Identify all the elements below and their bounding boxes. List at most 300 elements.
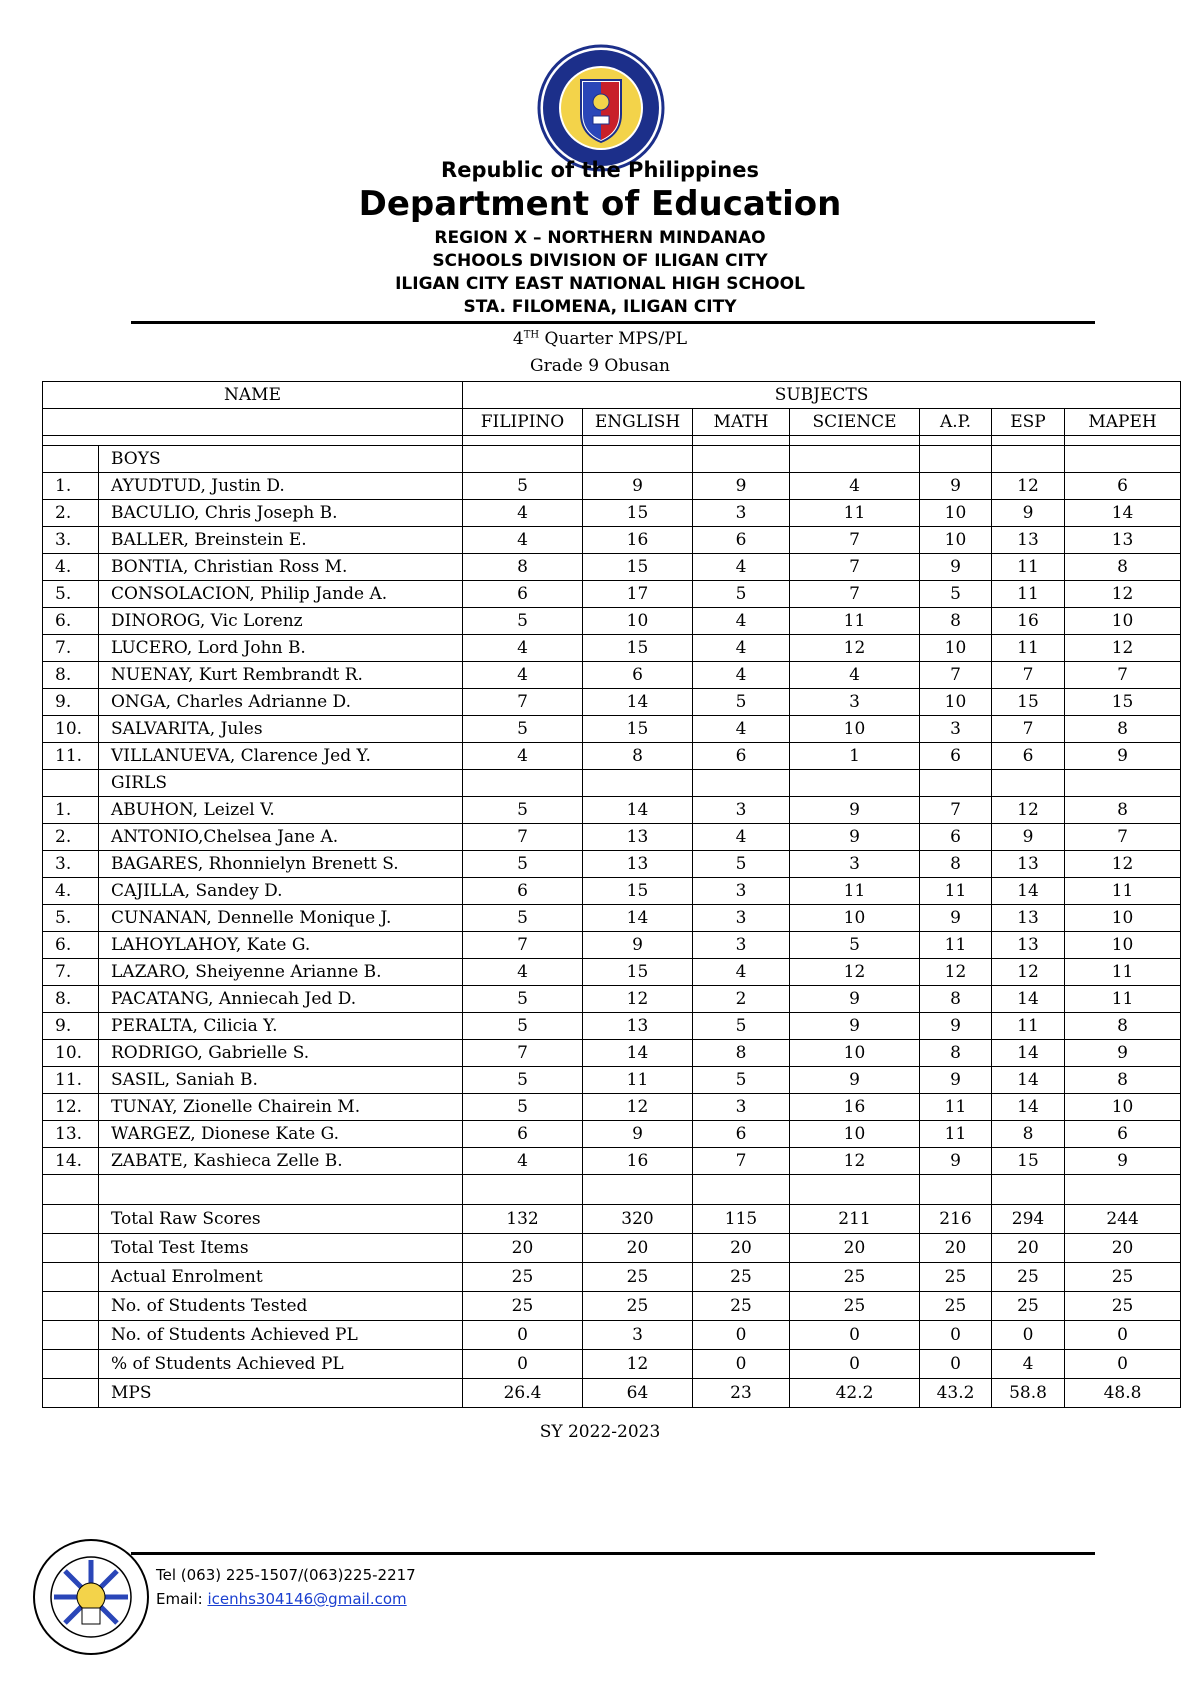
score-cell: 5 [693,1067,790,1094]
summary-value: 0 [1065,1350,1181,1379]
score-cell: 9 [1065,1148,1181,1175]
student-row [43,986,1181,1013]
student-number: 11. [43,743,99,770]
score-cell: 3 [790,689,920,716]
score-cell: 12 [790,1148,920,1175]
score-cell: 11 [790,878,920,905]
summary-value: 294 [992,1205,1065,1234]
score-cell: 14 [992,1094,1065,1121]
student-name: DINOROG, Vic Lorenz [99,608,463,635]
student-number: 4. [43,878,99,905]
summary-row [43,1379,1181,1408]
score-cell: 12 [920,959,992,986]
section-row [43,770,1181,797]
score-cell: 4 [693,662,790,689]
score-cell: 14 [1065,500,1181,527]
student-row [43,878,1181,905]
summary-value: 20 [693,1234,790,1263]
score-cell: 9 [790,1013,920,1040]
email-label: Email: [156,1590,208,1608]
score-cell: 9 [920,1013,992,1040]
score-cell: 8 [920,1040,992,1067]
summary-value: 58.8 [992,1379,1065,1408]
student-number: 2. [43,500,99,527]
empty-cell [992,1175,1065,1205]
score-cell: 15 [992,689,1065,716]
student-number: 5. [43,905,99,932]
summary-value: 20 [583,1234,693,1263]
student-number: 6. [43,932,99,959]
score-cell: 6 [920,743,992,770]
score-cell: 15 [583,554,693,581]
student-name: LAZARO, Sheiyenne Arianne B. [99,959,463,986]
empty-cell [920,436,992,446]
score-cell: 14 [992,1067,1065,1094]
score-cell: 16 [583,1148,693,1175]
score-cell: 13 [992,905,1065,932]
score-cell: 3 [693,500,790,527]
summary-label: No. of Students Achieved PL [99,1321,463,1350]
empty-cell [583,446,693,473]
score-cell: 11 [790,608,920,635]
summary-value: 20 [463,1234,583,1263]
score-cell: 6 [463,581,583,608]
school-line: ILIGAN CITY EAST NATIONAL HIGH SCHOOL [395,274,805,294]
student-name: ZABATE, Kashieca Zelle B. [99,1148,463,1175]
score-cell: 7 [790,527,920,554]
student-row [43,581,1181,608]
summary-label: MPS [99,1379,463,1408]
subject-header: FILIPINO [463,409,583,436]
empty-cell [43,1263,99,1292]
section-row [43,446,1181,473]
empty-cell [43,446,99,473]
subject-header: ENGLISH [583,409,693,436]
student-name: BALLER, Breinstein E. [99,527,463,554]
score-cell: 14 [992,878,1065,905]
score-cell: 8 [1065,1013,1181,1040]
summary-value: 0 [693,1350,790,1379]
summary-row [43,1205,1181,1234]
empty-cell [99,1175,463,1205]
summary-row [43,1350,1181,1379]
score-cell: 5 [463,1094,583,1121]
score-cell: 4 [463,527,583,554]
grade-section-title: Grade 9 Obusan [530,356,670,376]
empty-cell [693,1175,790,1205]
summary-value: 25 [790,1263,920,1292]
score-cell: 10 [1065,608,1181,635]
score-cell: 10 [920,500,992,527]
empty-cell [693,436,790,446]
school-year: SY 2022-2023 [539,1422,661,1442]
score-cell: 5 [463,716,583,743]
region-line: REGION X – NORTHERN MINDANAO [434,228,766,248]
summary-value: 0 [463,1321,583,1350]
score-cell: 5 [693,1013,790,1040]
summary-label: Total Raw Scores [99,1205,463,1234]
score-cell: 2 [693,986,790,1013]
score-cell: 10 [1065,932,1181,959]
score-cell: 15 [992,1148,1065,1175]
summary-value: 0 [790,1350,920,1379]
score-cell: 10 [790,1040,920,1067]
score-cell: 12 [583,986,693,1013]
score-cell: 4 [790,473,920,500]
score-cell: 9 [790,1067,920,1094]
score-cell: 5 [463,851,583,878]
summary-value: 20 [992,1234,1065,1263]
student-number: 9. [43,689,99,716]
score-cell: 6 [1065,1121,1181,1148]
summary-value: 25 [920,1263,992,1292]
summary-row [43,1292,1181,1321]
score-cell: 11 [1065,959,1181,986]
empty-cell [43,436,463,446]
summary-value: 3 [583,1321,693,1350]
score-cell: 12 [790,635,920,662]
empty-cell [43,1292,99,1321]
student-row [43,716,1181,743]
quarter-suffix: TH [523,329,540,341]
student-name: LUCERO, Lord John B. [99,635,463,662]
student-number: 6. [43,608,99,635]
score-cell: 16 [992,608,1065,635]
summary-value: 320 [583,1205,693,1234]
student-name: SALVARITA, Jules [99,716,463,743]
score-cell: 3 [693,905,790,932]
student-number: 7. [43,959,99,986]
score-cell: 8 [1065,716,1181,743]
score-cell: 4 [463,662,583,689]
summary-value: 25 [693,1263,790,1292]
student-number: 8. [43,662,99,689]
score-cell: 9 [583,473,693,500]
score-cell: 12 [1065,851,1181,878]
summary-label: No. of Students Tested [99,1292,463,1321]
score-cell: 5 [790,932,920,959]
summary-value: 0 [463,1350,583,1379]
summary-value: 64 [583,1379,693,1408]
score-cell: 12 [1065,581,1181,608]
empty-cell [583,1175,693,1205]
header-divider [131,321,1095,324]
score-cell: 15 [583,716,693,743]
school-seal-logo [32,1538,150,1656]
quarter-label: Quarter MPS/PL [539,329,688,349]
empty-cell [43,1321,99,1350]
student-number: 10. [43,716,99,743]
score-cell: 4 [790,662,920,689]
score-cell: 7 [920,662,992,689]
score-cell: 4 [693,824,790,851]
score-cell: 12 [583,1094,693,1121]
empty-cell [43,1234,99,1263]
student-row [43,1121,1181,1148]
summary-value: 0 [992,1321,1065,1350]
score-cell: 15 [583,500,693,527]
score-cell: 9 [920,1067,992,1094]
student-number: 10. [43,1040,99,1067]
score-cell: 15 [583,959,693,986]
score-cell: 4 [693,959,790,986]
student-row [43,1067,1181,1094]
score-cell: 9 [920,905,992,932]
quarter-number: 4 [512,329,524,349]
score-cell: 11 [790,500,920,527]
summary-row [43,1234,1181,1263]
empty-cell [693,446,790,473]
score-cell: 14 [583,797,693,824]
empty-cell [463,770,583,797]
score-cell: 12 [992,959,1065,986]
score-cell: 8 [583,743,693,770]
score-cell: 8 [920,851,992,878]
empty-cell [790,770,920,797]
score-cell: 11 [1065,986,1181,1013]
score-cell: 9 [1065,743,1181,770]
empty-cell [583,770,693,797]
summary-value: 25 [920,1292,992,1321]
score-cell: 4 [463,1148,583,1175]
student-name: ABUHON, Leizel V. [99,797,463,824]
score-cell: 3 [693,878,790,905]
score-cell: 8 [1065,1067,1181,1094]
student-name: LAHOYLAHOY, Kate G. [99,932,463,959]
student-name: BAGARES, Rhonnielyn Brenett S. [99,851,463,878]
student-name: ONGA, Charles Adrianne D. [99,689,463,716]
student-number: 1. [43,797,99,824]
student-number: 11. [43,1067,99,1094]
score-cell: 7 [463,689,583,716]
empty-cell [463,1175,583,1205]
student-number: 3. [43,527,99,554]
student-name: CONSOLACION, Philip Jande A. [99,581,463,608]
summary-label: Actual Enrolment [99,1263,463,1292]
score-cell: 9 [790,986,920,1013]
score-cell: 5 [463,608,583,635]
score-cell: 7 [1065,662,1181,689]
empty-cell [920,1175,992,1205]
student-row [43,635,1181,662]
summary-value: 25 [992,1292,1065,1321]
score-cell: 6 [1065,473,1181,500]
score-cell: 5 [463,1067,583,1094]
student-name: ANTONIO,Chelsea Jane A. [99,824,463,851]
empty-cell [43,1175,99,1205]
score-cell: 1 [790,743,920,770]
score-cell: 7 [693,1148,790,1175]
student-number: 14. [43,1148,99,1175]
score-cell: 14 [992,1040,1065,1067]
summary-value: 25 [1065,1263,1181,1292]
score-cell: 7 [790,554,920,581]
score-cell: 7 [992,662,1065,689]
student-name: AYUDTUD, Justin D. [99,473,463,500]
score-cell: 8 [693,1040,790,1067]
score-cell: 7 [463,1040,583,1067]
summary-row [43,1321,1181,1350]
summary-value: 26.4 [463,1379,583,1408]
score-cell: 10 [1065,905,1181,932]
score-cell: 15 [583,635,693,662]
empty-cell [693,770,790,797]
summary-value: 0 [1065,1321,1181,1350]
student-number: 2. [43,824,99,851]
score-cell: 9 [992,500,1065,527]
score-cell: 13 [583,824,693,851]
student-row [43,743,1181,770]
score-cell: 10 [583,608,693,635]
score-cell: 8 [1065,797,1181,824]
empty-cell [463,436,583,446]
blank-row [43,1175,1181,1205]
score-cell: 9 [583,932,693,959]
score-cell: 11 [992,635,1065,662]
score-cell: 4 [463,500,583,527]
email-link[interactable]: icenhs304146@gmail.com [207,1590,407,1608]
student-name: WARGEZ, Dionese Kate G. [99,1121,463,1148]
student-name: PACATANG, Anniecah Jed D. [99,986,463,1013]
student-row [43,797,1181,824]
student-row [43,1040,1181,1067]
score-cell: 9 [920,1148,992,1175]
subjects-column-header: SUBJECTS [463,382,1181,409]
student-number: 13. [43,1121,99,1148]
student-row [43,608,1181,635]
summary-value: 20 [1065,1234,1181,1263]
score-cell: 9 [1065,1040,1181,1067]
score-cell: 10 [790,1121,920,1148]
student-number: 5. [43,581,99,608]
score-cell: 11 [992,1013,1065,1040]
score-cell: 3 [790,851,920,878]
student-row [43,1094,1181,1121]
empty-cell [583,436,693,446]
score-cell: 6 [463,878,583,905]
score-cell: 10 [920,527,992,554]
summary-value: 43.2 [920,1379,992,1408]
summary-value: 25 [463,1263,583,1292]
student-name: CAJILLA, Sandey D. [99,878,463,905]
summary-label: Total Test Items [99,1234,463,1263]
student-name: CUNANAN, Dennelle Monique J. [99,905,463,932]
score-cell: 11 [1065,878,1181,905]
subject-header: A.P. [920,409,992,436]
address-line: STA. FILOMENA, ILIGAN CITY [463,297,737,317]
student-row [43,905,1181,932]
score-cell: 9 [920,554,992,581]
student-row [43,473,1181,500]
score-cell: 5 [693,581,790,608]
summary-value: 25 [992,1263,1065,1292]
summary-value: 25 [583,1263,693,1292]
empty-cell [790,436,920,446]
student-number: 7. [43,635,99,662]
quarter-title [0,329,1200,349]
score-cell: 10 [1065,1094,1181,1121]
student-number: 9. [43,1013,99,1040]
empty-cell [992,446,1065,473]
email-line [156,1590,407,1608]
subject-header: MATH [693,409,790,436]
student-name: PERALTA, Cilicia Y. [99,1013,463,1040]
student-number: 1. [43,473,99,500]
student-name: VILLANUEVA, Clarence Jed Y. [99,743,463,770]
score-cell: 13 [992,527,1065,554]
student-number: 12. [43,1094,99,1121]
score-cell: 12 [790,959,920,986]
student-row [43,662,1181,689]
score-cell: 8 [463,554,583,581]
summary-value: 115 [693,1205,790,1234]
score-cell: 7 [1065,824,1181,851]
score-cell: 6 [693,527,790,554]
subject-header-row [43,409,1181,436]
score-cell: 14 [583,1040,693,1067]
score-cell: 3 [693,932,790,959]
score-cell: 14 [992,986,1065,1013]
empty-cell [920,770,992,797]
score-cell: 4 [693,716,790,743]
summary-value: 4 [992,1350,1065,1379]
student-row [43,932,1181,959]
summary-value: 25 [790,1292,920,1321]
summary-value: 0 [693,1321,790,1350]
telephone-line: Tel (063) 225-1507/(063)225-2217 [156,1566,416,1584]
empty-cell [992,770,1065,797]
empty-cell [1065,436,1181,446]
empty-cell [1065,1175,1181,1205]
student-name: NUENAY, Kurt Rembrandt R. [99,662,463,689]
subject-header: MAPEH [1065,409,1181,436]
score-cell: 11 [920,1121,992,1148]
summary-value: 211 [790,1205,920,1234]
summary-value: 25 [463,1292,583,1321]
score-cell: 7 [463,932,583,959]
student-row [43,1013,1181,1040]
division-line: SCHOOLS DIVISION OF ILIGAN CITY [432,251,768,271]
score-cell: 13 [583,1013,693,1040]
score-cell: 13 [992,851,1065,878]
student-name: RODRIGO, Gabrielle S. [99,1040,463,1067]
student-row [43,500,1181,527]
score-cell: 14 [583,689,693,716]
summary-value: 216 [920,1205,992,1234]
score-cell: 15 [583,878,693,905]
score-cell: 13 [583,851,693,878]
score-cell: 6 [693,1121,790,1148]
empty-cell [992,436,1065,446]
empty-cell [43,1350,99,1379]
score-cell: 15 [1065,689,1181,716]
summary-label: % of Students Achieved PL [99,1350,463,1379]
student-row [43,689,1181,716]
summary-value: 20 [790,1234,920,1263]
score-cell: 7 [920,797,992,824]
score-cell: 8 [920,608,992,635]
summary-row [43,1263,1181,1292]
score-cell: 5 [693,689,790,716]
subject-header: ESP [992,409,1065,436]
score-cell: 12 [1065,635,1181,662]
student-number: 4. [43,554,99,581]
score-cell: 3 [693,1094,790,1121]
section-label: BOYS [99,446,463,473]
score-cell: 8 [992,1121,1065,1148]
score-cell: 4 [463,635,583,662]
student-row [43,527,1181,554]
